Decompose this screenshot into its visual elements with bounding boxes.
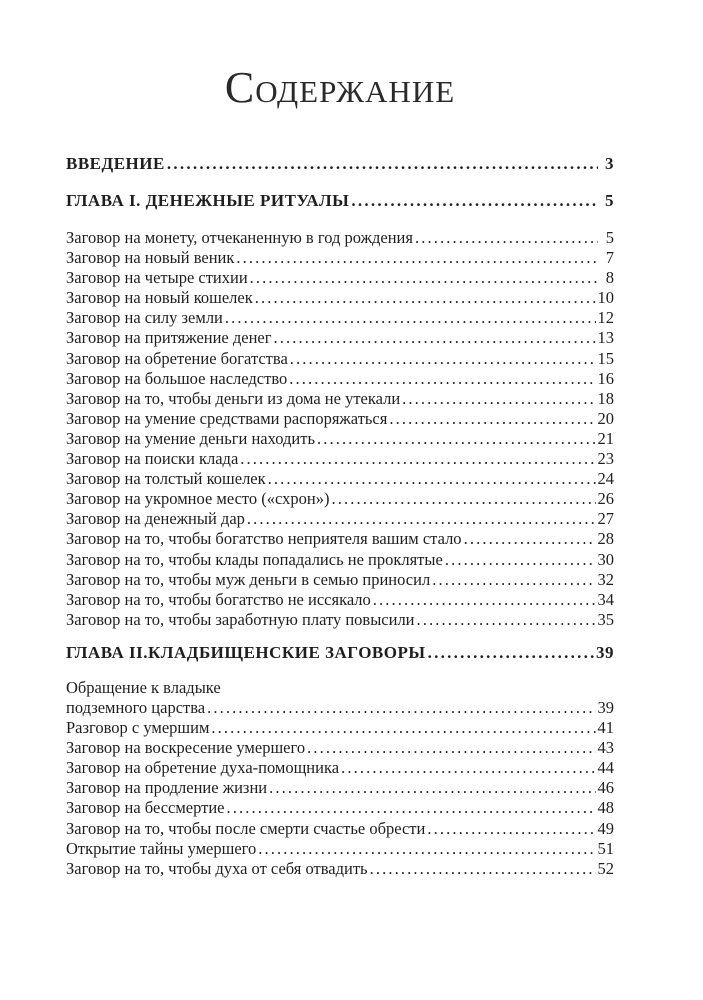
toc-page-number: 5 xyxy=(605,228,614,247)
toc-entry[interactable] xyxy=(66,449,614,469)
toc-page-number: 35 xyxy=(597,609,614,629)
toc-introduction[interactable] xyxy=(66,154,614,174)
toc-page-number: 32 xyxy=(597,569,614,589)
dot-leader xyxy=(317,429,596,449)
toc-entry[interactable] xyxy=(66,758,614,778)
toc-entry-label: Заговор на воскресение умершего xyxy=(66,738,306,758)
toc-entry-label: Заговор на четыре стихии xyxy=(66,268,248,288)
chapter-2-entry-list xyxy=(66,718,614,879)
toc-entry-label: Заговор на толстый кошелек xyxy=(66,469,266,489)
dot-leader xyxy=(389,409,595,429)
toc-entry[interactable] xyxy=(66,819,614,839)
dot-leader xyxy=(290,349,596,369)
toc-entry[interactable] xyxy=(66,429,614,449)
toc-page-number: 23 xyxy=(597,449,614,469)
toc-page-number: 10 xyxy=(597,288,614,308)
toc-page-number: 5 xyxy=(605,191,614,210)
toc-entry[interactable] xyxy=(66,248,614,268)
toc-entry-label: Заговор на силу земли xyxy=(66,308,223,328)
toc-page-number: 49 xyxy=(597,818,614,838)
toc-page-number: 39 xyxy=(597,697,614,717)
toc-entry-label: Заговор на то, чтобы заработную плату повысили xyxy=(66,609,415,629)
toc-page-number: 48 xyxy=(597,798,614,818)
toc-entry[interactable] xyxy=(66,328,614,348)
table-of-contents xyxy=(66,150,614,879)
toc-entry-label: Заговор на умение средствами распоряжаться xyxy=(66,408,388,428)
toc-entry-label: Заговор на то, чтобы богатство неприятеля вашим стало xyxy=(66,529,462,549)
toc-entry[interactable] xyxy=(66,489,614,509)
toc-entry[interactable] xyxy=(66,389,614,409)
toc-entry[interactable] xyxy=(66,610,614,630)
dot-leader xyxy=(428,643,594,663)
dot-leader xyxy=(250,268,598,288)
toc-page-number: 20 xyxy=(597,408,614,428)
toc-page-number: 12 xyxy=(597,308,614,328)
toc-entry[interactable] xyxy=(66,698,614,718)
toc-entry[interactable] xyxy=(66,570,614,590)
toc-page-number: 41 xyxy=(597,718,614,738)
dot-leader xyxy=(207,698,595,718)
toc-entry[interactable] xyxy=(66,590,614,610)
toc-entry[interactable] xyxy=(66,288,614,308)
toc-page-number: 30 xyxy=(597,549,614,569)
dot-leader xyxy=(211,718,595,738)
toc-page-number: 28 xyxy=(597,529,614,549)
toc-entry[interactable] xyxy=(66,529,614,549)
dot-leader xyxy=(445,550,596,570)
toc-entry[interactable] xyxy=(66,718,614,738)
toc-entry[interactable] xyxy=(66,839,614,859)
toc-entry[interactable] xyxy=(66,228,614,248)
toc-page-number: 3 xyxy=(605,154,614,173)
toc-entry-label: Заговор на то, чтобы после смерти счастье обрести xyxy=(66,818,426,838)
toc-entry-label: Разговор с умершим xyxy=(66,718,210,738)
dot-leader xyxy=(331,489,595,509)
dot-leader xyxy=(415,228,598,248)
toc-entry-label: Заговор на большое наследство xyxy=(66,368,288,388)
toc-entry[interactable] xyxy=(66,369,614,389)
toc-page-number: 7 xyxy=(605,248,614,268)
toc-entry[interactable] xyxy=(66,509,614,529)
toc-entry[interactable] xyxy=(66,859,614,879)
dot-leader xyxy=(227,798,596,818)
chapter-1-entries xyxy=(66,228,614,630)
toc-entry-label: Заговор на новый кошелек xyxy=(66,288,253,308)
toc-entry-label: Заговор на продление жизни xyxy=(66,778,268,798)
toc-entry-label: Заговор на то, чтобы клады попадались не проклятые xyxy=(66,549,443,569)
toc-chapter-2[interactable] xyxy=(66,643,614,663)
toc-entry-label: Заговор на то, чтобы муж деньги в семью приносил xyxy=(66,569,431,589)
page-title: Содержание xyxy=(224,63,456,112)
toc-entry-label: Заговор на монету, отчеканенную в год рождения xyxy=(66,228,413,247)
dot-leader xyxy=(370,859,596,879)
dot-leader xyxy=(464,529,596,549)
toc-page-number: 43 xyxy=(597,738,614,758)
toc-page-number: 34 xyxy=(597,589,614,609)
dot-leader xyxy=(427,819,595,839)
toc-entry-label: Заговор на то, чтобы деньги из дома не утекали xyxy=(66,388,401,408)
toc-entry-label: Заговор на то, чтобы духа от себя отвадить xyxy=(66,858,368,878)
toc-page-number: 39 xyxy=(596,642,614,662)
toc-page-number: 26 xyxy=(597,489,614,509)
toc-page-number: 8 xyxy=(605,268,614,288)
toc-chapter-1[interactable] xyxy=(66,191,614,211)
dot-leader xyxy=(236,248,598,268)
toc-entry-label: Заговор на бессмертие xyxy=(66,798,225,818)
toc-entry-label: Заговор на притяжение денег xyxy=(66,328,272,348)
dot-leader xyxy=(307,738,595,758)
dot-leader xyxy=(268,469,596,489)
dot-leader xyxy=(247,509,596,529)
dot-leader xyxy=(373,590,596,610)
toc-entry[interactable] xyxy=(66,409,614,429)
toc-entry[interactable] xyxy=(66,308,614,328)
toc-entry[interactable] xyxy=(66,268,614,288)
toc-entry[interactable] xyxy=(66,349,614,369)
toc-entry-label: Заговор на обретение богатства xyxy=(66,348,288,368)
dot-leader xyxy=(240,449,595,469)
chapter-2-entries xyxy=(66,678,614,879)
dot-leader xyxy=(432,570,595,590)
dot-leader xyxy=(289,369,595,389)
toc-page-number: 21 xyxy=(597,428,614,448)
toc-page-number: 51 xyxy=(597,838,614,858)
toc-entry[interactable] xyxy=(66,798,614,818)
toc-page-number: 15 xyxy=(597,348,614,368)
toc-entry-label: Заговор на укромное место («схрон») xyxy=(66,489,330,509)
toc-page-number: 52 xyxy=(597,858,614,878)
toc-page-number: 18 xyxy=(597,388,614,408)
dot-leader xyxy=(269,778,595,798)
dot-leader xyxy=(258,839,595,859)
toc-entry-label: Открытие тайны умершего xyxy=(66,838,257,858)
dot-leader xyxy=(341,758,595,778)
dot-leader xyxy=(351,191,598,211)
toc-page-number: 24 xyxy=(597,469,614,489)
toc-entry[interactable] xyxy=(66,778,614,798)
toc-entry[interactable] xyxy=(66,738,614,758)
toc-chapter-label: ГЛАВА II.КЛАДБИЩЕНСКИЕ ЗАГОВОРЫ xyxy=(66,642,426,662)
dot-leader xyxy=(417,610,596,630)
dot-leader xyxy=(274,328,596,348)
toc-entry[interactable] xyxy=(66,550,614,570)
dot-leader xyxy=(225,308,596,328)
toc-entry-label: Заговор на денежный дар xyxy=(66,509,245,529)
toc-entry-label: Заговор на то, чтобы богатство не иссякало xyxy=(66,589,371,609)
toc-page-number: 46 xyxy=(597,778,614,798)
toc-entry[interactable] xyxy=(66,469,614,489)
dot-leader xyxy=(402,389,595,409)
toc-entry-label: Заговор на умение деньги находить xyxy=(66,428,315,448)
dot-leader xyxy=(167,154,598,174)
toc-chapter-label: ГЛАВА I. ДЕНЕЖНЫЕ РИТУАЛЫ xyxy=(66,191,350,210)
toc-entry-label: Заговор на новый веник xyxy=(66,248,235,268)
toc-entry-label-line[interactable]: Обращение к владыке xyxy=(66,677,221,697)
toc-page-number: 13 xyxy=(597,328,614,348)
toc-page-number: 27 xyxy=(597,509,614,529)
toc-section-label: ВВЕДЕНИЕ xyxy=(66,154,165,173)
toc-entry-label: Заговор на поиски клада xyxy=(66,449,239,469)
dot-leader xyxy=(255,288,596,308)
toc-page-number: 44 xyxy=(597,758,614,778)
toc-page-number: 16 xyxy=(597,368,614,388)
toc-entry-label: Заговор на обретение духа-помощника xyxy=(66,758,340,778)
toc-entry-label: подземного царства xyxy=(66,697,206,717)
